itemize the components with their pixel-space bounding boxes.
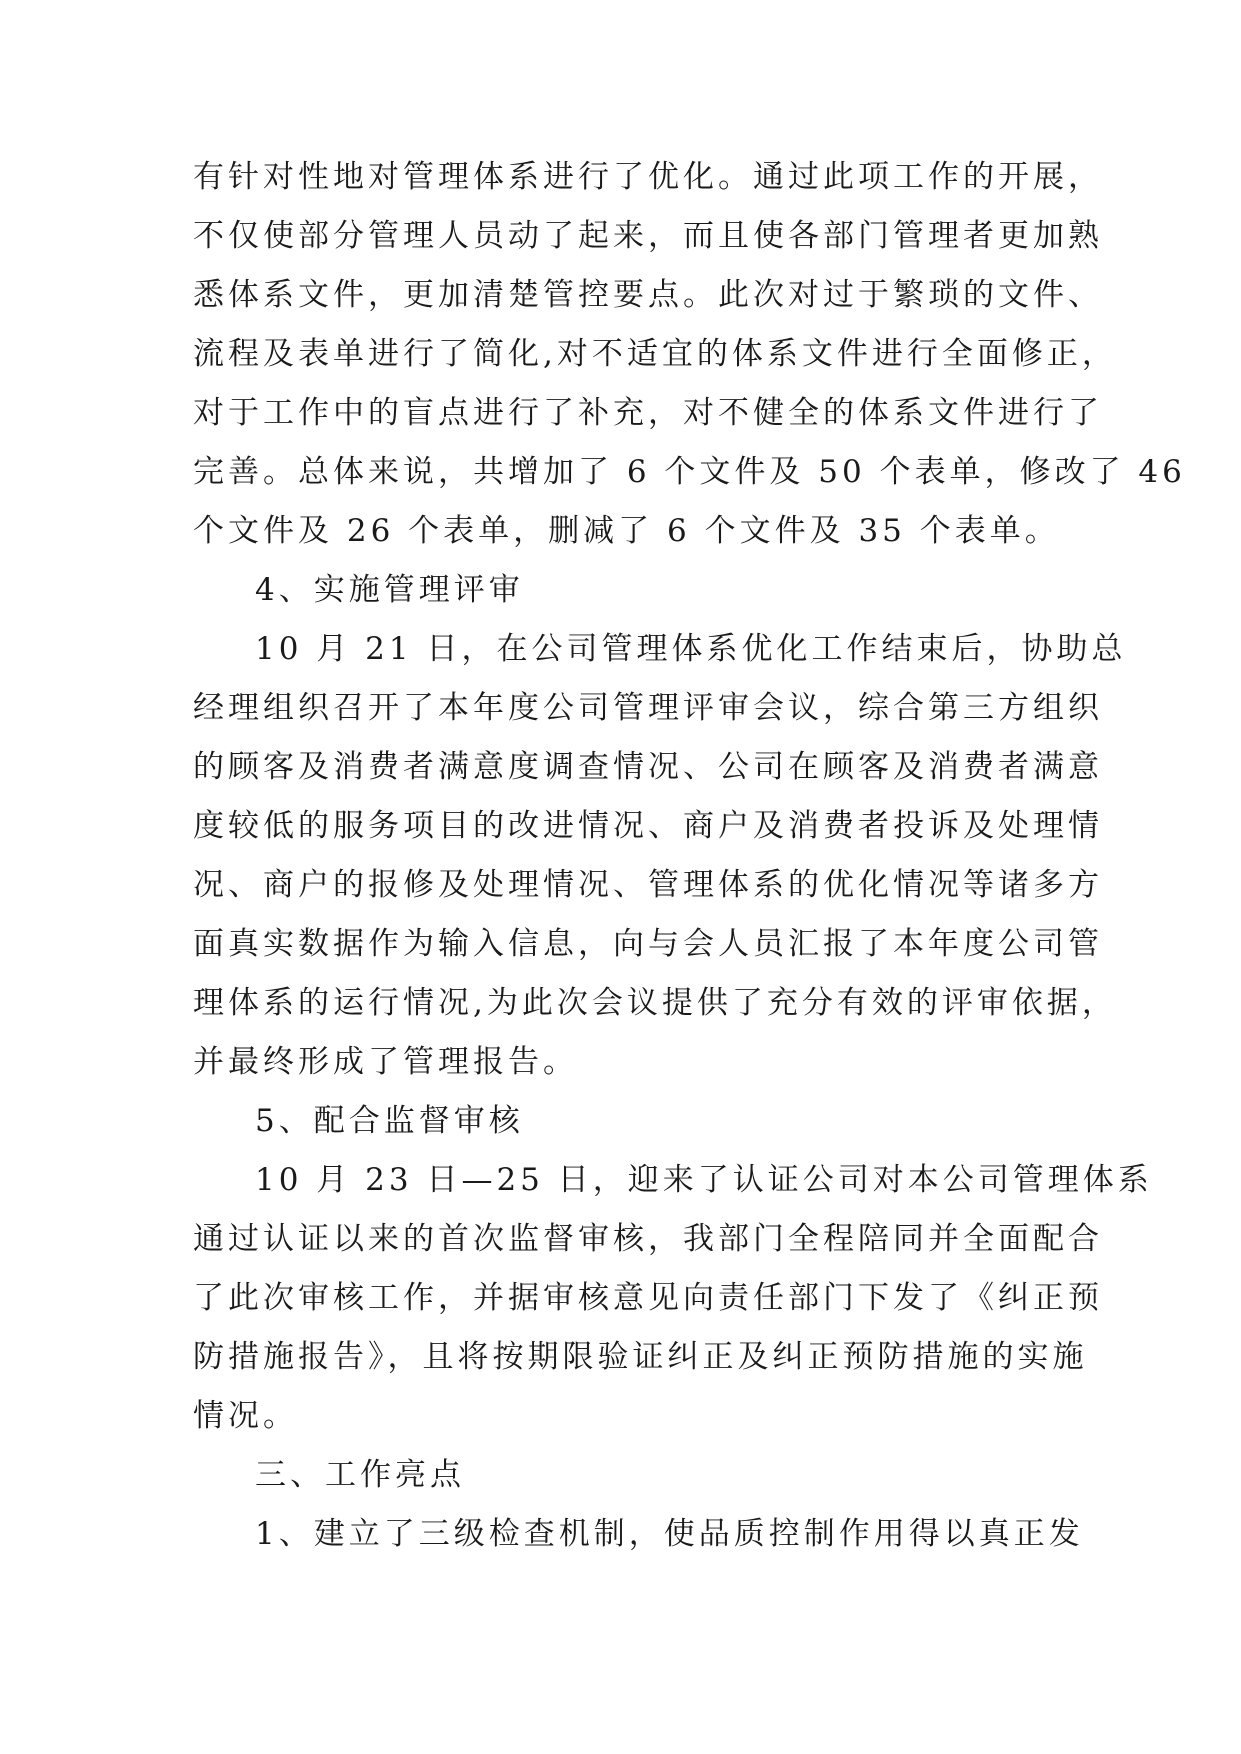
text-line: 三、工作亮点 bbox=[255, 1457, 465, 1493]
text-line: 10 月 23 日—25 日，迎来了认证公司对本公司管理体系 bbox=[255, 1162, 1153, 1198]
text-line: 对于工作中的盲点进行了补充，对不健全的体系文件进行了 bbox=[193, 395, 1103, 431]
text-line: 通过认证以来的首次监督审核，我部门全程陪同并全面配合 bbox=[193, 1221, 1103, 1257]
text-line: 并最终形成了管理报告。 bbox=[193, 1044, 578, 1080]
text-line: 防措施报告》，且将按期限验证纠正及纠正预防措施的实施 bbox=[193, 1339, 1088, 1375]
text-line: 流程及表单进行了简化,对不适宜的体系文件进行全面修正， bbox=[193, 336, 1117, 372]
text-line: 1、建立了三级检查机制，使品质控制作用得以真正发 bbox=[255, 1516, 1084, 1552]
document-body bbox=[193, 148, 1186, 1564]
text-line: 况、商户的报修及处理情况、管理体系的优化情况等诸多方 bbox=[193, 867, 1103, 903]
text-line: 经理组织召开了本年度公司管理评审会议，综合第三方组织 bbox=[193, 690, 1103, 726]
text-line: 了此次审核工作，并据审核意见向责任部门下发了《纠正预 bbox=[193, 1280, 1103, 1316]
text-line: 面真实数据作为输入信息，向与会人员汇报了本年度公司管 bbox=[193, 926, 1103, 962]
text-line: 10 月 21 日，在公司管理体系优化工作结束后，协助总 bbox=[255, 631, 1127, 667]
text-line: 度较低的服务项目的改进情况、商户及消费者投诉及处理情 bbox=[193, 808, 1103, 844]
text-line: 完善。总体来说，共增加了 6 个文件及 50 个表单，修改了 46 bbox=[193, 454, 1186, 490]
text-line: 4、实施管理评审 bbox=[255, 572, 524, 608]
text-line: 有针对性地对管理体系进行了优化。通过此项工作的开展， bbox=[193, 159, 1103, 195]
text-line: 理体系的运行情况,为此次会议提供了充分有效的评审依据， bbox=[193, 985, 1117, 1021]
text-line: 个文件及 26 个表单，删减了 6 个文件及 35 个表单。 bbox=[193, 513, 1060, 549]
text-line: 5、配合监督审核 bbox=[255, 1103, 524, 1139]
text-line: 情况。 bbox=[193, 1398, 298, 1434]
text-line: 悉体系文件，更加清楚管控要点。此次对过于繁琐的文件、 bbox=[193, 277, 1103, 313]
text-line: 不仅使部分管理人员动了起来，而且使各部门管理者更加熟 bbox=[193, 218, 1103, 254]
text-line: 的顾客及消费者满意度调查情况、公司在顾客及消费者满意 bbox=[193, 749, 1103, 785]
